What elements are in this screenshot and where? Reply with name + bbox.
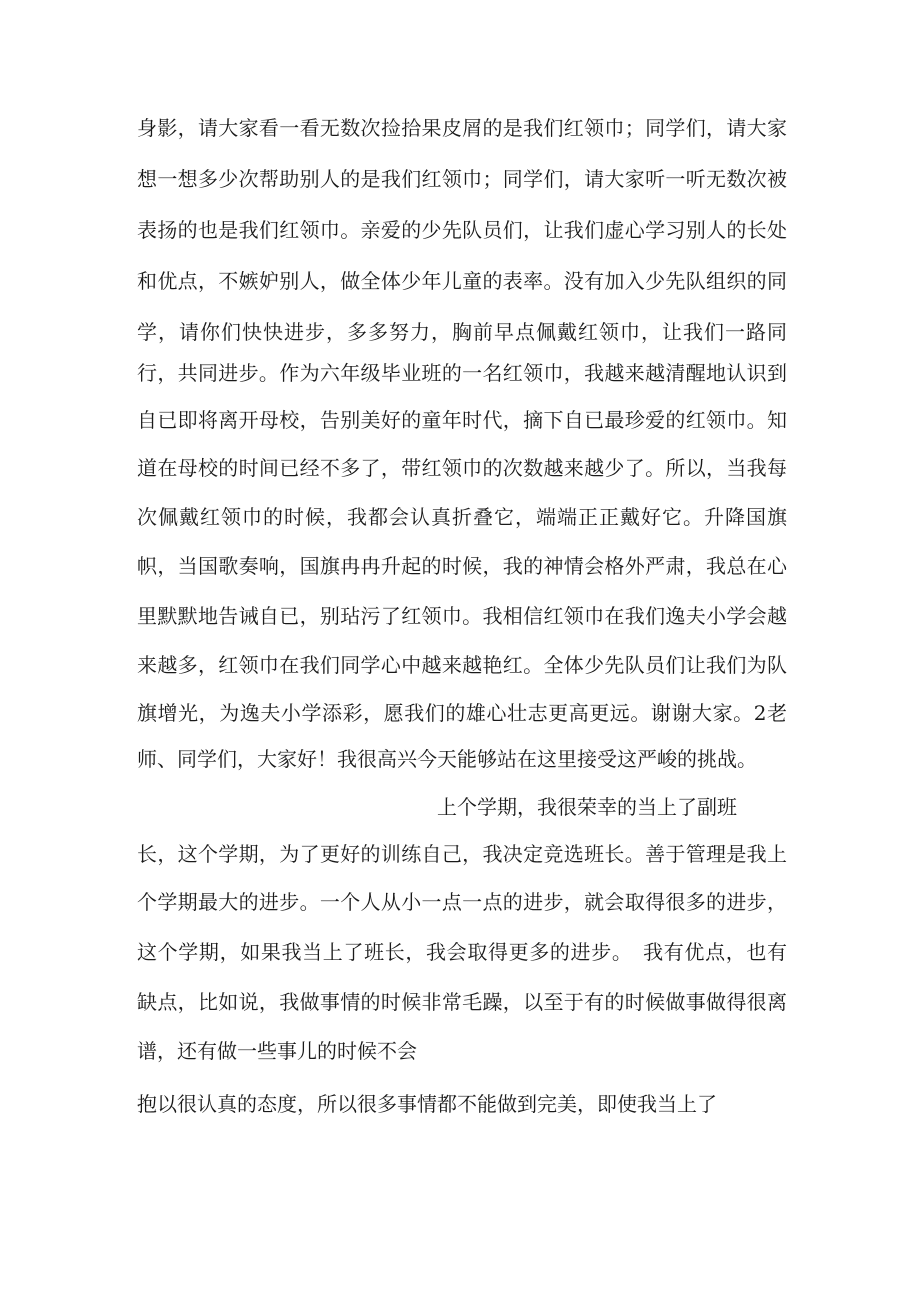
text-line: 里默默地告诫自已，别玷污了红领巾。我相信红领巾在我们逸夫小学会越 [137, 604, 787, 628]
text-line: 来越多，红领巾在我们同学心中越来越艳红。全体少先队员们让我们为队 [137, 653, 787, 677]
text-line: 想一想多少次帮助别人的是我们红领巾；同学们，请大家听一听无数次被 [137, 167, 787, 191]
text-line: 帜，当国歌奏响，国旗冉冉升起的时候，我的神情会格外严肃，我总在心 [137, 554, 787, 578]
text-line: 师、同学们，大家好！我很高兴今天能够站在这里接受这严峻的挑战。 [137, 747, 757, 771]
text-line: 这个学期，如果我当上了班长，我会取得更多的进步。 我有优点，也有 [137, 940, 787, 964]
text-line: 道在母校的时间已经不多了，带红领巾的次数越来越少了。所以，当我每 [137, 456, 787, 480]
text-line: 谱，还有做一些事儿的时候不会 [137, 1039, 417, 1063]
text-line: 和优点，不嫉妒别人，做全体少年儿童的表率。没有加入少先队组织的同 [137, 269, 787, 293]
text-line-indented: 上个学期，我很荣幸的当上了副班 [437, 795, 737, 819]
text-line: 行，共同进步。作为六年级毕业班的一名红领巾，我越来越清醒地认识到 [137, 361, 787, 385]
text-line: 次佩戴红领巾的时候，我都会认真折叠它，端端正正戴好它。升降国旗 [137, 505, 787, 529]
text-line: 身影，请大家看一看无数次捡拾果皮屑的是我们红领巾；同学们，请大家 [137, 116, 787, 140]
text-line: 缺点，比如说，我做事情的时候非常毛躁，以至于有的时候做事做得很离 [137, 990, 787, 1014]
text-line: 长，这个学期，为了更好的训练自己，我决定竞选班长。善于管理是我上 [137, 842, 787, 866]
text-line: 抱以很认真的态度，所以很多事情都不能做到完美，即使我当上了 [137, 1092, 717, 1116]
text-line: 自已即将离开母校，告别美好的童年时代，摘下自已最珍爱的红领巾。知 [137, 408, 787, 432]
text-line: 个学期最大的进步。一个人从小一点一点的进步，就会取得很多的进步， [137, 890, 787, 914]
text-line: 学，请你们快快进步，多多努力，胸前早点佩戴红领巾，让我们一路同 [137, 320, 787, 344]
text-line: 旗增光，为逸夫小学添彩，愿我们的雄心壮志更高更远。谢谢大家。2老 [137, 701, 787, 725]
text-line: 表扬的也是我们红领巾。亲爱的少先队员们，让我们虚心学习别人的长处 [137, 218, 787, 242]
